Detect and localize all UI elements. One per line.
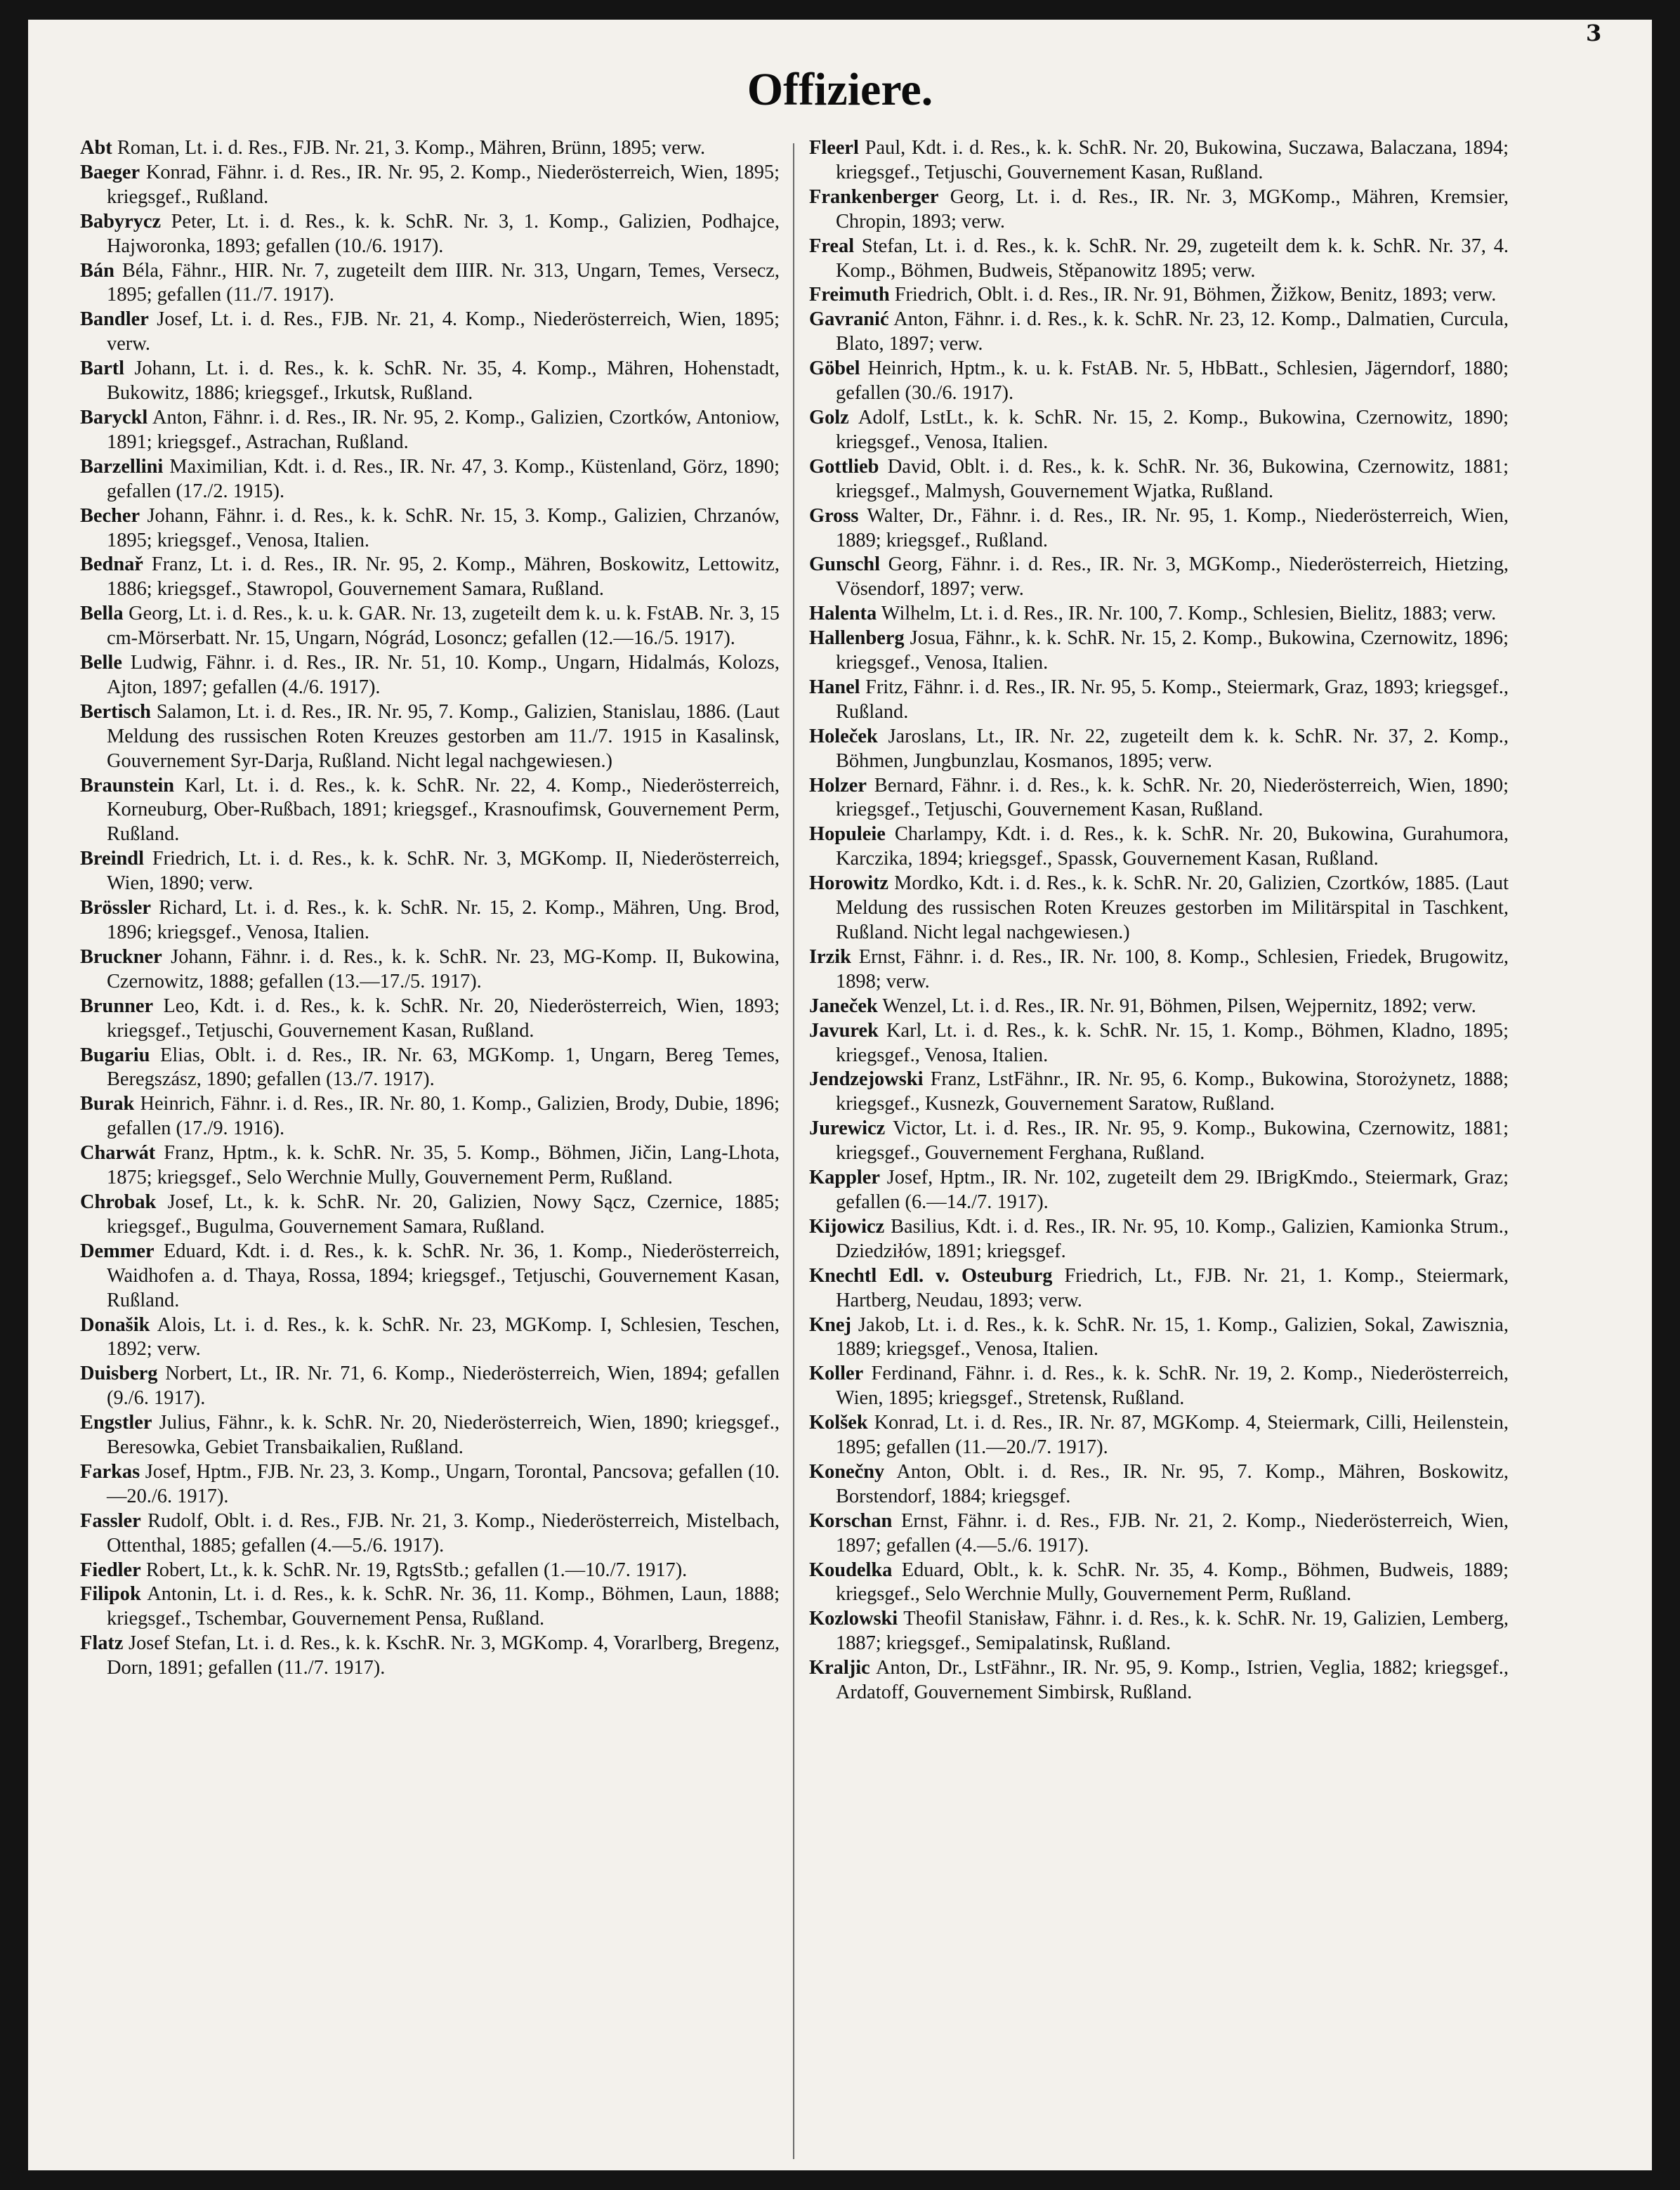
entry-surname: Kozlowski [809,1608,898,1630]
list-item [80,1411,780,1460]
list-item [809,602,1509,627]
entry-details: Richard, Lt. i. d. Res., k. k. SchR. Nr. 15, 2. Komp., Mähren, Ung. Brod, 1896; kriegsgef., Venosa, Italien. [107,897,780,943]
entry-surname: Frankenberger [809,185,939,208]
entry-surname: Barzellini [80,455,164,478]
entry-surname: Javurek [809,1019,879,1042]
entry-details: Theofil Stanisław, Fähnr. i. d. Res., k. k. SchR. Nr. 19, Galizien, Lemberg, 1887; kriegsgef., Semipalatinsk, Rußland. [836,1608,1509,1655]
entry-surname: Kolšek [809,1412,868,1434]
entry-surname: Filipok [80,1583,141,1606]
entry-surname: Breindl [80,848,144,870]
list-item [809,185,1509,235]
list-item [80,1141,780,1191]
entry-details: Eduard, Kdt. i. d. Res., k. k. SchR. Nr. 36, 1. Komp., Niederösterreich, Waidhofen a. d. Thaya, Rossa, 1894; kriegsgef., Tetjuschi, Gouvernement Kasan, Rußland. [107,1240,780,1311]
entry-details: Josef, Hptm., IR. Nr. 102, zugeteilt dem 29. IBrigKmdo., Steiermark, Graz; gefallen (6.—14./7. 1917). [836,1167,1509,1213]
list-item [80,455,780,504]
entry-details: Karl, Lt. i. d. Res., k. k. SchR. Nr. 15, 1. Komp., Böhmen, Kladno, 1895; kriegsgef., Venosa, Italien. [836,1019,1509,1066]
entry-surname: Freal [809,235,855,257]
list-item [809,1607,1509,1656]
entry-details: Karl, Lt. i. d. Res., k. k. SchR. Nr. 22, 4. Komp., Niederösterreich, Korneuburg, Ober-Rußbach, 1891; kriegsgef., Krasnoufimsk, Gouvernement Perm, Rußland. [107,774,780,846]
entry-surname: Gavranić [809,308,889,331]
entry-details: Eduard, Oblt., k. k. SchR. Nr. 35, 4. Komp., Böhmen, Budweis, 1889; kriegsgef., Selo Werchnie Mully, Gouvernement Perm, Rußland. [836,1559,1509,1606]
entry-details: Alois, Lt. i. d. Res., k. k. SchR. Nr. 23, MGKomp. I, Schlesien, Teschen, 1892; verw. [107,1313,780,1360]
list-item [80,1582,780,1632]
entry-details: Elias, Oblt. i. d. Res., IR. Nr. 63, MGKomp. 1, Ungarn, Bereg Temes, Beregszász, 1890; gefallen (13./7. 1917). [107,1044,780,1091]
entry-details: Adolf, LstLt., k. k. SchR. Nr. 15, 2. Komp., Bukowina, Czernowitz, 1890; kriegsgef., Venosa, Italien. [836,406,1509,453]
entry-details: Stefan, Lt. i. d. Res., k. k. SchR. Nr. 29, zugeteilt dem k. k. SchR. Nr. 37, 4. Komp., Böhmen, Budweis, Stěpanowitz 1895; verw. [836,235,1509,282]
entry-surname: Bella [80,603,124,625]
entry-surname: Baryckl [80,406,148,428]
list-item [80,651,780,700]
list-item [809,235,1509,284]
entry-details: Josef Stefan, Lt. i. d. Res., k. k. KschR. Nr. 3, MGKomp. 4, Vorarlberg, Bregenz, Dorn, 1891; gefallen (11./7. 1917). [107,1632,780,1679]
entry-details: Bernard, Fähnr. i. d. Res., k. k. SchR. Nr. 20, Niederösterreich, Wien, 1890; kriegsgef., Tetjuschi, Gouvernement Kasan, Rußland. [836,774,1509,821]
entry-surname: Gottlieb [809,455,879,478]
entry-details: Fritz, Fähnr. i. d. Res., IR. Nr. 95, 5. Komp., Steiermark, Graz, 1893; kriegsgef., Rußland. [836,676,1509,723]
list-item [80,1559,780,1583]
entry-surname: Holeček [809,725,878,747]
entry-details: Heinrich, Fähnr. i. d. Res., IR. Nr. 80, 1. Komp., Galizien, Brody, Dubie, 1896; gefallen (17./9. 1916). [107,1093,780,1140]
page [28,20,1652,2170]
entry-surname: Bertisch [80,700,151,723]
entry-surname: Jurewicz [809,1117,886,1140]
list-item [80,136,780,161]
list-item [809,1411,1509,1460]
entry-surname: Halenta [809,603,877,625]
list-item [809,1509,1509,1559]
list-item [80,774,780,848]
right-column [809,136,1509,1705]
entry-details: Wilhelm, Lt. i. d. Res., IR. Nr. 100, 7. Komp., Schlesien, Bielitz, 1883; verw. [877,603,1497,625]
entry-details: Antonin, Lt. i. d. Res., k. k. SchR. Nr. 36, 11. Komp., Böhmen, Laun, 1888; kriegsgef., Tschembar, Gouvernement Pensa, Rußland. [107,1583,780,1630]
entry-details: Jaroslans, Lt., IR. Nr. 22, zugeteilt dem k. k. SchR. Nr. 37, 2. Komp., Böhmen, Jungbunzlau, Kosmanos, 1895; verw. [836,725,1509,772]
entry-surname: Flatz [80,1632,124,1655]
entry-details: Béla, Fähnr., HIR. Nr. 7, zugeteilt dem IIIR. Nr. 313, Ungarn, Temes, Versecz, 1895; gefallen (11./7. 1917). [107,259,780,306]
list-item [809,945,1509,995]
entry-surname: Bugariu [80,1044,150,1066]
entry-details: Charlampy, Kdt. i. d. Res., k. k. SchR. Nr. 20, Bukowina, Gurahumora, Karczika, 1894; kriegsgef., Spassk, Gouvernement Kasan, Rußland. [836,823,1509,870]
entry-surname: Charwát [80,1142,156,1165]
entry-surname: Kijowicz [809,1215,885,1238]
entry-details: Walter, Dr., Fähnr. i. d. Res., IR. Nr. 95, 1. Komp., Niederösterreich, Wien, 1889; kriegsgef., Rußland. [836,504,1509,551]
list-item [80,896,780,945]
entry-details: Ludwig, Fähnr. i. d. Res., IR. Nr. 51, 10. Komp., Ungarn, Hidalmás, Kolozs, Ajton, 1897; gefallen (4./6. 1917). [107,652,780,698]
entry-surname: Donašik [80,1313,150,1336]
list-item [809,136,1509,185]
entry-surname: Braunstein [80,774,175,796]
list-item [80,1313,780,1363]
entry-details: Johann, Fähnr. i. d. Res., k. k. SchR. Nr. 15, 3. Komp., Galizien, Chrzanów, 1895; kriegsgef., Venosa, Italien. [107,504,780,551]
list-item [809,1264,1509,1313]
entry-surname: Irzik [809,945,851,968]
list-item [809,1019,1509,1068]
entry-surname: Hallenberg [809,627,905,650]
entry-details: Georg, Lt. i. d. Res., IR. Nr. 3, MGKomp., Mähren, Kremsier, Chropin, 1893; verw. [836,185,1509,232]
entry-surname: Knechtl Edl. v. Osteuburg [809,1264,1053,1287]
list-item [809,1215,1509,1264]
entry-details: Wenzel, Lt. i. d. Res., IR. Nr. 91, Böhmen, Pilsen, Wejpernitz, 1892; verw. [877,995,1476,1017]
entry-surname: Korschan [809,1509,893,1532]
list-item [809,1362,1509,1411]
entry-surname: Bartl [80,358,125,380]
list-item [80,161,780,210]
entry-surname: Horowitz [809,872,889,895]
entry-surname: Bednař [80,553,143,576]
list-item [809,1656,1509,1705]
list-item [80,259,780,308]
entry-surname: Freimuth [809,284,890,306]
entry-surname: Jendzejowski [809,1068,924,1091]
entry-surname: Göbel [809,358,860,380]
entry-details: Jakob, Lt. i. d. Res., k. k. SchR. Nr. 15, 1. Komp., Galizien, Sokal, Zawisznia, 1889; kriegsgef., Venosa, Italien. [836,1313,1509,1360]
entry-details: Konrad, Lt. i. d. Res., IR. Nr. 87, MGKomp. 4, Steiermark, Cilli, Heilenstein, 1895; gefallen (11.—20./7. 1917). [836,1412,1509,1459]
entry-details: Friedrich, Lt. i. d. Res., k. k. SchR. Nr. 3, MGKomp. II, Niederösterreich, Wien, 1890; verw. [107,848,780,895]
list-item [809,774,1509,823]
list-item [809,504,1509,553]
entry-details: Josef, Hptm., FJB. Nr. 23, 3. Komp., Ungarn, Torontal, Pancsova; gefallen (10.—20./6. 1917). [107,1460,780,1507]
list-item [809,822,1509,872]
entry-details: Paul, Kdt. i. d. Res., k. k. SchR. Nr. 20, Bukowina, Suczawa, Balaczana, 1894; kriegsgef., Tetjuschi, Gouvernement Kasan, Rußland. [836,137,1509,183]
entry-details: Anton, Fähnr. i. d. Res., IR. Nr. 95, 2. Komp., Galizien, Czortków, Antoniow, 1891; kriegsgef., Astrachan, Rußland. [107,406,780,453]
entry-details: Josef, Lt., k. k. SchR. Nr. 20, Galizien, Nowy Sącz, Czernice, 1885; kriegsgef., Bugulma, Gouvernement Samara, Rußland. [107,1191,780,1238]
entry-details: Roman, Lt. i. d. Res., FJB. Nr. 21, 3. Komp., Mähren, Brünn, 1895; verw. [112,137,706,159]
entry-details: Anton, Fähnr. i. d. Res., k. k. SchR. Nr. 23, 12. Komp., Dalmatien, Curcula, Blato, 1897; verw. [836,308,1509,355]
list-item [80,406,780,455]
entry-details: Peter, Lt. i. d. Res., k. k. SchR. Nr. 3, 1. Komp., Galizien, Podhajce, Hajworonka, 1893; gefallen (10./6. 1917). [107,210,780,257]
column-divider [793,143,794,2159]
entry-surname: Fassler [80,1509,141,1532]
list-item [80,504,780,553]
entry-surname: Knej [809,1313,851,1336]
entry-details: Leo, Kdt. i. d. Res., k. k. SchR. Nr. 20, Niederösterreich, Wien, 1893; kriegsgef., Tetjuschi, Gouvernement Kasan, Rußland. [107,995,780,1042]
entry-details: Victor, Lt. i. d. Res., IR. Nr. 95, 9. Komp., Bukowina, Czernowitz, 1881; kriegsgef., Gouvernement Ferghana, Rußland. [836,1117,1509,1165]
list-item [80,995,780,1044]
entry-details: Anton, Oblt. i. d. Res., IR. Nr. 95, 7. Komp., Mähren, Boskowitz, Borstendorf, 1884; kriegsgef. [836,1460,1509,1507]
list-item [80,1092,780,1141]
entry-details: Salamon, Lt. i. d. Res., IR. Nr. 95, 7. Komp., Galizien, Stanislau, 1886. (Laut Meldung des russischen Roten Kreuzes gestorben am 11./7. 1915 in Kasalinsk, Gouvernement Syr-Darja, Rußland. Nicht legal nachgewiesen.) [107,700,780,772]
entry-details: Robert, Lt., k. k. SchR. Nr. 19, RgtsStb.; gefallen (1.—10./7. 1917). [140,1559,688,1581]
entry-surname: Janeček [809,995,878,1017]
entry-surname: Fleerl [809,137,859,159]
entry-surname: Becher [80,504,140,527]
entry-details: Josua, Fähnr., k. k. SchR. Nr. 15, 2. Komp., Bukowina, Czernowitz, 1896; kriegsgef., Venosa, Italien. [836,627,1509,674]
entry-details: Norbert, Lt., IR. Nr. 71, 6. Komp., Niederösterreich, Wien, 1894; gefallen (9./6. 1917). [107,1363,780,1410]
entry-surname: Brössler [80,897,151,919]
list-item [80,945,780,995]
list-item [809,627,1509,676]
entry-details: Josef, Lt. i. d. Res., FJB. Nr. 21, 4. Komp., Niederösterreich, Wien, 1895; verw. [107,308,780,355]
list-item [80,357,780,406]
list-item [80,602,780,651]
list-item [80,308,780,357]
list-item [80,1362,780,1411]
entry-details: Franz, Hptm., k. k. SchR. Nr. 35, 5. Komp., Böhmen, Jičin, Lang-Lhota, 1875; kriegsgef., Selo Werchnie Mully, Gouvernement Perm, Rußland. [107,1142,780,1189]
entry-surname: Konečny [809,1460,885,1483]
list-item [809,455,1509,504]
entry-details: Ernst, Fähnr. i. d. Res., FJB. Nr. 21, 2. Komp., Niederösterreich, Wien, 1897; gefallen (4.—5./6. 1917). [836,1509,1509,1556]
entry-surname: Holzer [809,774,867,796]
list-item [809,357,1509,406]
entry-details: Ferdinand, Fähnr. i. d. Res., k. k. SchR. Nr. 19, 2. Komp., Niederösterreich, Wien, 1895; kriegsgef., Stretensk, Rußland. [836,1363,1509,1410]
entry-surname: Baeger [80,161,140,183]
list-item [80,700,780,774]
list-item [809,676,1509,725]
list-item [809,1117,1509,1166]
entry-details: Julius, Fähnr., k. k. SchR. Nr. 20, Niederösterreich, Wien, 1890; kriegsgef., Beresowka, Gebiet Transbaikalien, Rußland. [107,1412,780,1459]
left-column [80,136,780,1681]
entry-surname: Belle [80,652,122,674]
entry-details: Johann, Lt. i. d. Res., k. k. SchR. Nr. 35, 4. Komp., Mähren, Hohenstadt, Bukowitz, 1886; kriegsgef., Irkutsk, Rußland. [107,358,780,405]
page-title: Offiziere. [747,64,933,115]
entry-surname: Hanel [809,676,860,698]
entry-details: Franz, Lt. i. d. Res., IR. Nr. 95, 2. Komp., Mähren, Boskowitz, Lettowitz, 1886; kriegsgef., Stawropol, Gouvernement Samara, Rußland. [107,553,780,601]
list-item [80,553,780,602]
entry-surname: Gunschl [809,553,880,576]
entry-surname: Duisberg [80,1363,158,1385]
entry-surname: Abt [80,137,112,159]
list-item [80,1509,780,1559]
list-item [809,553,1509,602]
list-item [809,995,1509,1019]
entry-surname: Koudelka [809,1559,893,1581]
entry-surname: Bruckner [80,945,162,968]
list-item [80,847,780,896]
list-item [80,1240,780,1313]
entry-surname: Chrobak [80,1191,157,1213]
list-item [809,1559,1509,1608]
entry-details: Franz, LstFähnr., IR. Nr. 95, 6. Komp., Bukowina, Storożynetz, 1888; kriegsgef., Kusnezk, Gouvernement Saratow, Rußland. [836,1068,1509,1115]
entry-surname: Bandler [80,308,149,331]
list-item [80,210,780,259]
entry-surname: Gross [809,504,859,527]
entry-surname: Farkas [80,1460,140,1483]
entry-details: Konrad, Fähnr. i. d. Res., IR. Nr. 95, 2. Komp., Niederösterreich, Wien, 1895; kriegsgef., Rußland. [107,161,780,208]
entry-surname: Kappler [809,1167,880,1189]
entry-details: Mordko, Kdt. i. d. Res., k. k. SchR. Nr. 20, Galizien, Czortków, 1885. (Laut Meldung des russischen Roten Kreuzes gestorben im Militärspital in Taschkent, Rußland. Nicht legal nachgewiesen.) [836,872,1509,943]
entry-details: Friedrich, Lt., FJB. Nr. 21, 1. Komp., Steiermark, Hartberg, Neudau, 1893; verw. [836,1264,1509,1311]
list-item [809,1460,1509,1509]
entry-surname: Brunner [80,995,154,1017]
entry-surname: Kraljic [809,1657,870,1679]
entry-details: David, Oblt. i. d. Res., k. k. SchR. Nr. 36, Bukowina, Czernowitz, 1881; kriegsgef., Malmysh, Gouvernement Wjatka, Rußland. [836,455,1509,502]
list-item [80,1044,780,1093]
entry-surname: Koller [809,1363,864,1385]
list-item [809,308,1509,357]
entry-surname: Engstler [80,1412,152,1434]
list-item [809,725,1509,774]
entry-details: Georg, Fähnr. i. d. Res., IR. Nr. 3, MGKomp., Niederösterreich, Hietzing, Vösendorf, 1897; verw. [836,553,1509,601]
entry-details: Basilius, Kdt. i. d. Res., IR. Nr. 95, 10. Komp., Galizien, Kamionka Strum., Dziedziłów, 1891; kriegsgef. [836,1215,1509,1262]
entry-details: Friedrich, Oblt. i. d. Res., IR. Nr. 91, Böhmen, Žižkow, Benitz, 1893; verw. [889,284,1497,306]
entry-surname: Bán [80,259,114,282]
entry-details: Ernst, Fähnr. i. d. Res., IR. Nr. 100, 8. Komp., Schlesien, Friedek, Brugowitz, 1898; verw. [836,945,1509,992]
entry-details: Maximilian, Kdt. i. d. Res., IR. Nr. 47, 3. Komp., Küstenland, Görz, 1890; gefallen (17./2. 1915). [107,455,780,502]
list-item [809,1166,1509,1215]
entry-surname: Demmer [80,1240,155,1262]
page-number: 3 [1586,20,1602,46]
list-item [809,283,1509,308]
entry-surname: Burak [80,1093,135,1115]
list-item [80,1460,780,1509]
entry-surname: Fiedler [80,1559,141,1581]
entry-details: Johann, Fähnr. i. d. Res., k. k. SchR. Nr. 23, MG-Komp. II, Bukowina, Czernowitz, 1888; gefallen (13.—17./5. 1917). [107,945,780,992]
entry-surname: Hopuleie [809,823,886,846]
list-item [809,872,1509,945]
list-item [80,1191,780,1240]
entry-details: Georg, Lt. i. d. Res., k. u. k. GAR. Nr. 13, zugeteilt dem k. u. k. FstAB. Nr. 3, 15 cm-Mörserbatt. Nr. 15, Ungarn, Nógrád, Losoncz; gefallen (12.—16./5. 1917). [107,603,780,650]
list-item [80,1632,780,1681]
list-item [809,1313,1509,1363]
list-item [809,406,1509,455]
entry-surname: Babyrycz [80,210,162,232]
entry-details: Heinrich, Hptm., k. u. k. FstAB. Nr. 5, HbBatt., Schlesien, Jägerndorf, 1880; gefallen (30./6. 1917). [836,358,1509,405]
entry-details: Anton, Dr., LstFähnr., IR. Nr. 95, 9. Komp., Istrien, Veglia, 1882; kriegsgef., Ardatoff, Gouvernement Simbirsk, Rußland. [836,1657,1509,1704]
entry-surname: Golz [809,406,849,428]
list-item [809,1068,1509,1117]
entry-details: Rudolf, Oblt. i. d. Res., FJB. Nr. 21, 3. Komp., Niederösterreich, Mistelbach, Ottenthal, 1885; gefallen (4.—5./6. 1917). [107,1509,780,1556]
